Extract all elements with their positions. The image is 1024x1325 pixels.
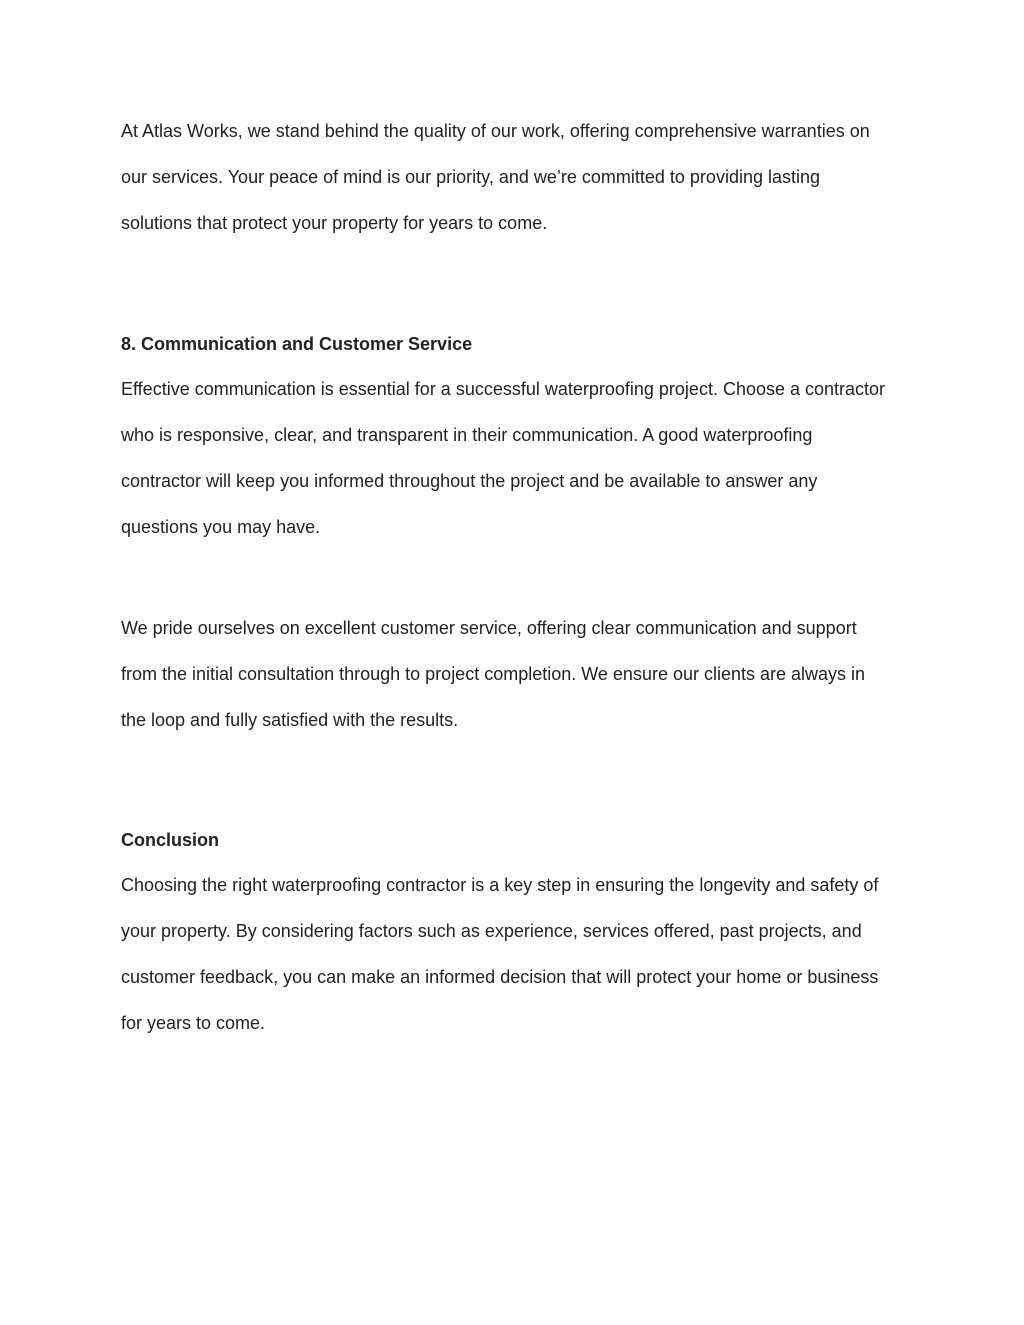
text-line: solutions that protect your property for years to come.: [121, 213, 548, 233]
paragraph-text: [121, 862, 911, 1046]
section-8-paragraph-1: [121, 366, 911, 550]
conclusion-paragraph: [121, 862, 911, 1046]
paragraph-text: [121, 605, 911, 743]
text-line: for years to come.: [121, 1013, 266, 1033]
text-line: our services. Your peace of mind is our priority, and we’re committed to providing lasting: [121, 167, 821, 187]
conclusion-heading-block: [121, 827, 911, 853]
section-8-paragraph-2: [121, 605, 911, 743]
paragraph-text: [121, 366, 911, 550]
section-8-heading-block: [121, 331, 911, 357]
text-line: customer feedback, you can make an informed decision that will protect your home or business: [121, 967, 879, 987]
text-line: your property. By considering factors such as experience, services offered, past projects, and: [121, 921, 862, 941]
text-line: At Atlas Works, we stand behind the quality of our work, offering comprehensive warranties on: [121, 121, 870, 141]
paragraph-text: [121, 108, 911, 246]
text-line: We pride ourselves on excellent customer service, offering clear communication and support: [121, 618, 857, 638]
section-heading: 8. Communication and Customer Service: [121, 334, 473, 354]
conclusion-heading: Conclusion: [121, 830, 219, 850]
text-line: contractor will keep you informed throughout the project and be available to answer any: [121, 471, 818, 491]
text-line: the loop and fully satisfied with the results.: [121, 710, 459, 730]
text-line: questions you may have.: [121, 517, 321, 537]
text-line: Effective communication is essential for a successful waterproofing project. Choose a contractor: [121, 379, 886, 399]
text-line: Choosing the right waterproofing contractor is a key step in ensuring the longevity and safety of: [121, 875, 879, 895]
text-line: from the initial consultation through to project completion. We ensure our clients are always in: [121, 664, 866, 684]
text-line: who is responsive, clear, and transparent in their communication. A good waterproofing: [121, 425, 813, 445]
intro-paragraph: [121, 108, 911, 246]
